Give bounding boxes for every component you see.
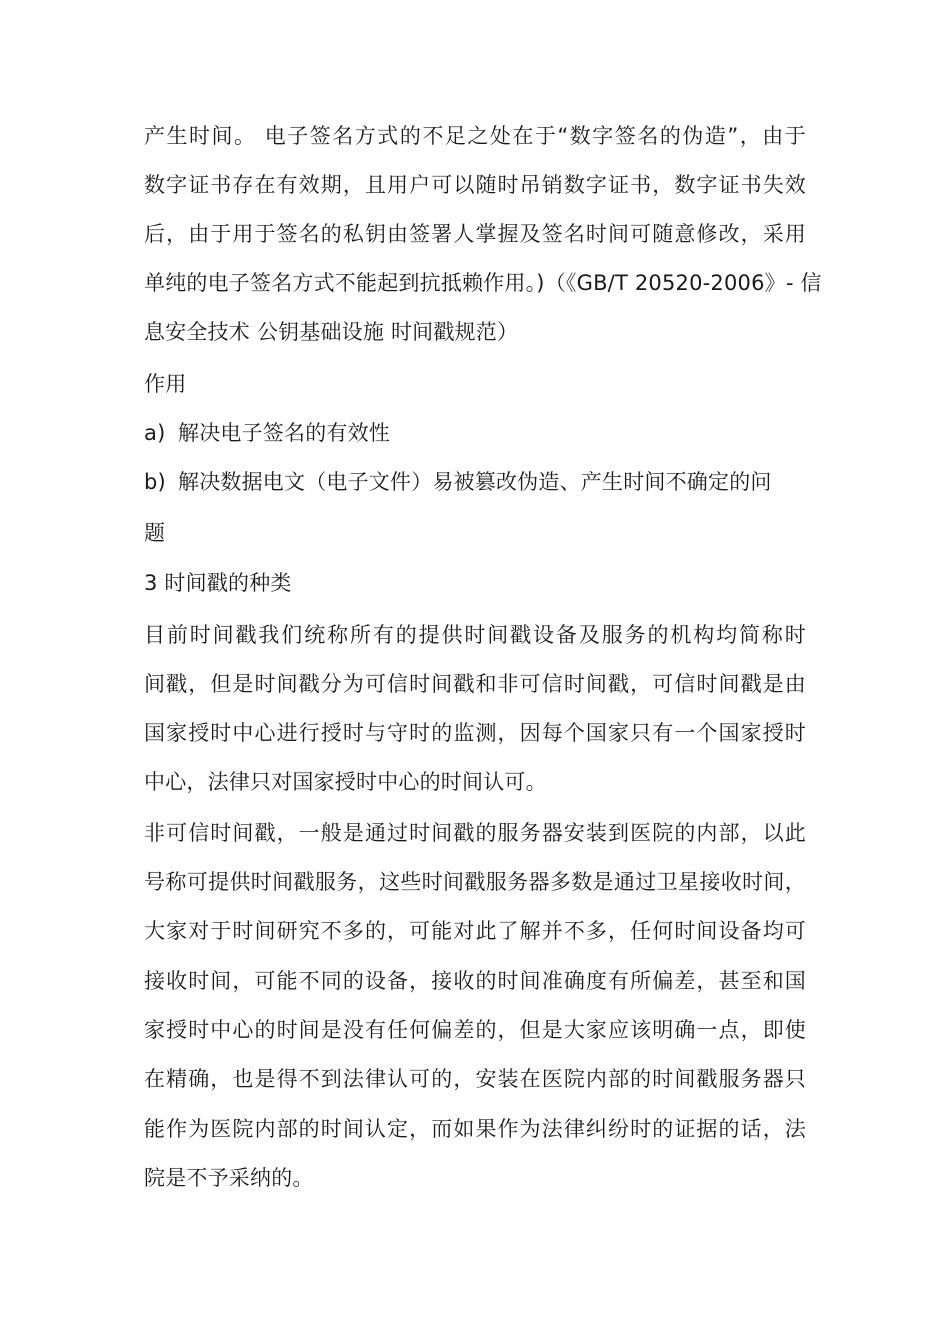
list-item	[144, 467, 806, 497]
list-item-text: 解决电子签名的有效性	[178, 421, 390, 445]
paragraph-line: 单纯的电子签名方式不能起到抗抵赖作用。)（《GB/T 20520-2006》- 信	[144, 271, 822, 295]
paragraph-line: 间戳，但是时间戳分为可信时间戳和非可信时间戳，可信时间戳是由	[144, 672, 806, 696]
paragraph-line: 目前时间戳我们统称所有的提供时间戳设备及服务的机构均简称时	[144, 623, 806, 647]
section-heading-function: 作用	[144, 372, 187, 396]
paragraph-line: 中心，法律只对国家授时中心的时间认可。	[144, 770, 547, 794]
paragraph-line: 家授时中心的时间是没有任何偏差的，但是大家应该明确一点，即使	[144, 1018, 806, 1042]
paragraph-line: 接收时间，可能不同的设备，接收的时间准确度有所偏差，甚至和国	[144, 969, 806, 993]
paragraph-line: 号称可提供时间戳服务，这些时间戳服务器多数是通过卫星接收时间，	[144, 870, 806, 894]
paragraph-line: 在精确，也是得不到法律认可的，安装在医院内部的时间戳服务器只	[144, 1067, 806, 1091]
paragraph-line: 息安全技术 公钥基础设施 时间戳规范）	[144, 320, 519, 344]
paragraph-line: 院是不予采纳的。	[144, 1166, 314, 1190]
paragraph-line: 数字证书存在有效期，且用户可以随时吊销数字证书，数字证书失效	[144, 173, 806, 197]
paragraph-line: 后，由于用于签名的私钥由签署人掌握及签名时间可随意修改，采用	[144, 222, 806, 246]
list-item	[144, 418, 390, 448]
paragraph-line: 非可信时间戳，一般是通过时间戳的服务器安装到医院的内部，以此	[144, 821, 806, 845]
paragraph-line: 国家授时中心进行授时与守时的监测，因每个国家只有一个国家授时	[144, 721, 806, 745]
paragraph-line: 产生时间。 电子签名方式的不足之处在于“数字签名的伪造”，由于	[144, 124, 806, 148]
paragraph-line: 大家对于时间研究不多的，可能对此了解并不多，任何时间设备均可	[144, 919, 806, 943]
list-marker: b)	[144, 470, 166, 494]
section-heading-3: 3 时间戳的种类	[144, 571, 292, 595]
list-item-text: 解决数据电文（电子文件）易被篡改伪造、产生时间不确定的问	[178, 470, 772, 494]
list-marker: a)	[144, 421, 166, 445]
list-item-continuation: 题	[144, 521, 166, 545]
paragraph-line: 能作为医院内部的时间认定，而如果作为法律纠纷时的证据的话，法	[144, 1117, 806, 1141]
